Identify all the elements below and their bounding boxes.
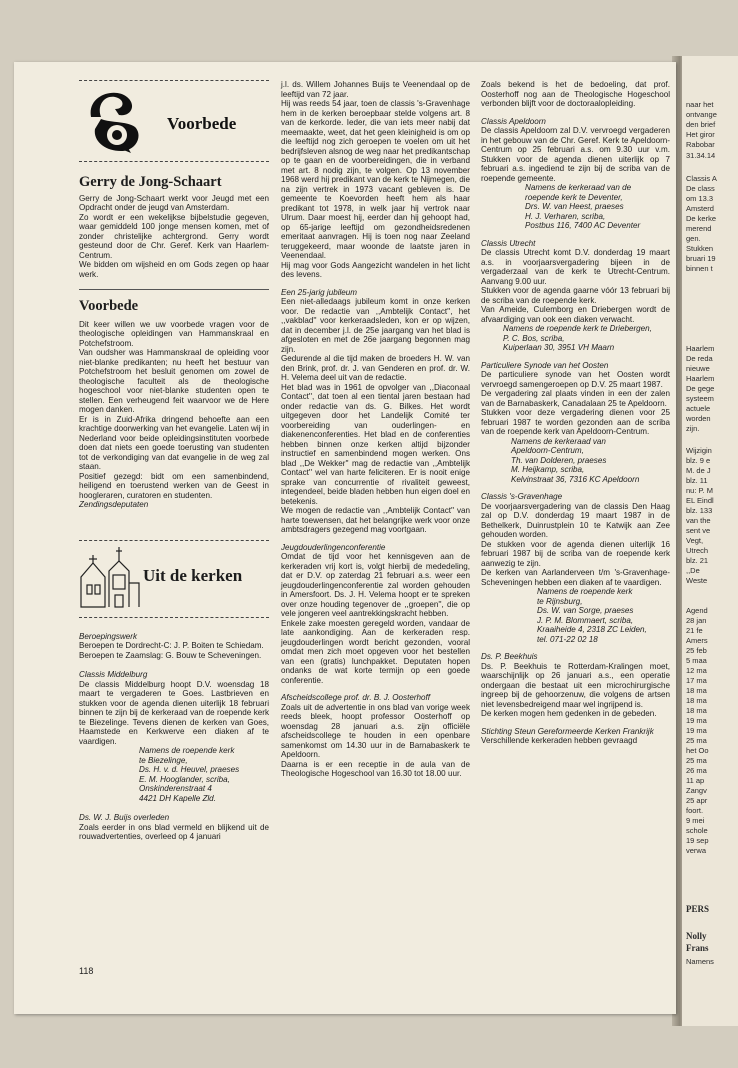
next-page-fragment: Amsterd bbox=[686, 204, 714, 213]
address-line: Th. van Dolderen, praeses bbox=[511, 455, 607, 465]
next-page-fragment: 25 ma bbox=[686, 756, 707, 765]
next-page-fragment: 18 ma bbox=[686, 706, 707, 715]
paragraph: De stukken voor de agenda dienen uiterlijk 16 februari 1987 bij de scriba van de roepende kerk aanwezig te zijn. bbox=[481, 539, 670, 568]
next-page-fragment: 17 ma bbox=[686, 676, 707, 685]
next-page-fragment: Utrech bbox=[686, 546, 709, 555]
paragraph: Omdat de tijd voor het kennisgeven aan de kerkeraden vrij kort is, volgt hierbij de mededeling, dat er D.V. op zaterdag 21 februari a.s. weer een jeugdouderlingenconferentie zal worden gehouden in Amersfoort. Ds. J. H. Velema hoopt er te spreken over onze houding tegenover de ,,groepen'', die op vele jongeren veel aantrekkingskracht hebben. bbox=[281, 552, 470, 618]
paragraph: Enkele zake moesten geregeld worden, vandaar de late aankondiging. Aan de kerkeraden resp. jeugdouderlingen wordt bericht gezonden, vooral omdat men zich moet opgeven voor het bestellen van een (gratis) lunchpakket. Deputaten hopen ondanks de wat korte termijn op een goede conferentie. bbox=[281, 618, 470, 685]
next-page-fragment: blz. 11 bbox=[686, 476, 708, 485]
paragraph: Dit keer willen we uw voorbede vragen voor de theologische opleidingen van Hammanskraal en Potchefstroom. bbox=[79, 319, 269, 348]
paragraph: We bidden om wijsheid en om Gods zegen op haar werk. bbox=[79, 260, 269, 279]
address-line: Ds. H. v. d. Heuvel, praeses bbox=[139, 765, 240, 774]
next-page-fragment: EL Eindl bbox=[686, 496, 714, 505]
next-page-fragment: ,,De bbox=[686, 566, 700, 575]
next-page-fragment: 25 feb bbox=[686, 646, 707, 655]
address-line: te Biezelinge, bbox=[139, 755, 188, 765]
paragraph: We mogen de redactie van ,,Ambtelijk Contact'' van harte toewensen, dat het belangrijke werk voor onze ambtsdragers gezegend mag voortgaan. bbox=[281, 506, 470, 534]
next-page-fragment: actuele bbox=[686, 404, 711, 413]
voorbede-header bbox=[79, 81, 269, 159]
next-page-fragment: nieuwe bbox=[686, 364, 710, 373]
subheading: Stichting Steun Gereformeerde Kerken Frankrijk bbox=[481, 726, 654, 736]
address-line: te Rijnsburg, bbox=[537, 596, 583, 606]
next-page-fragment: Namens bbox=[686, 957, 714, 966]
subheading: Afscheidscollege prof. dr. B. J. Oosterhoff bbox=[281, 693, 431, 702]
paragraph: De particuliere synode van het Oosten wordt vervroegd samengeroepen op D.V. 25 maart 1987. bbox=[481, 370, 670, 389]
paragraph: Stukken voor deze vergadering dienen voor 25 februari 1987 te worden gezonden aan de scriba van de roepende kerk van Apeldoorn-Centrum. bbox=[481, 408, 670, 436]
divider bbox=[79, 617, 269, 618]
next-page-fragment: gen. bbox=[686, 234, 701, 243]
paragraph: Hij mag voor Gods Aangezicht wandelen in het licht des levens. bbox=[281, 260, 470, 279]
next-page-fragment: Haarlem bbox=[686, 374, 715, 383]
next-page-fragment: 21 fe bbox=[686, 626, 703, 635]
address-line: J. P. M. Blommaert, scriba, bbox=[537, 615, 634, 625]
next-page-fragment: Stukken bbox=[686, 244, 714, 253]
address-line: E. M. Hooglander, scriba, bbox=[139, 774, 230, 784]
next-page-fragment: systeem bbox=[686, 394, 714, 403]
next-page-fragment: den brief bbox=[686, 120, 716, 129]
next-page-fragment: 19 ma bbox=[686, 716, 707, 725]
address-line: Namens de kerkeraad van de bbox=[525, 183, 632, 192]
next-page-fragment: 25 ma bbox=[686, 736, 707, 745]
next-page-fragment: blz. 133 bbox=[686, 506, 713, 515]
next-page-fragment: blz. 21 bbox=[686, 556, 709, 565]
next-page-fragment: 19 ma bbox=[686, 726, 707, 735]
address-line: Namens de roepende kerk bbox=[139, 746, 235, 755]
next-page-fragment: 9 mei bbox=[686, 816, 705, 825]
next-page-fragment: Weste bbox=[686, 576, 708, 585]
next-page-fragment: Rabobar bbox=[686, 140, 715, 149]
next-page-fragment: PERS bbox=[686, 904, 710, 914]
next-page-fragment: 25 apr bbox=[686, 796, 708, 805]
church-icon bbox=[79, 541, 141, 609]
next-page-fragment: Zangv bbox=[686, 786, 707, 795]
paragraph: Zoals eerder in ons blad vermeld en blijkend uit de rouwadvertenties, overleed op 4 januari bbox=[79, 822, 269, 841]
next-page-fragment: van the bbox=[686, 516, 711, 525]
paragraph: De classis Middelburg hoopt D.V. woensdag 18 maart te vergaderen te Goes. Lastbrieven en stukken voor de agenda dienen uiterlijk 18 februari binnen te zijn bij de kerkeraad van de roepende kerk te Biezelinge. Tevens dienen de kerken van Goes, Haamstede en Kerkwerve een diaken af te vaardigen. bbox=[79, 679, 269, 746]
next-page-fragment: om 13.3 bbox=[686, 194, 714, 203]
next-page-fragment: merend bbox=[686, 224, 712, 233]
paragraph: Hij was reeds 54 jaar, toen de classis 's-Gravenhage hem in de kerken beroepbaar stelde volgens art. 8 van de kerkorde. Ieder, die van iets meer nabij dat meemaakte, weet, dat het geen kleinigheid is om op die leeftijd nog zich geroepen te voelen om uit het bedrijfsleven alsnog de weg naar het predikantschap op te gaan en de voorbereidingen, die in verband met art. 8 nodig zijn, te volgen. Op 13 november 1968 werd hij predikant van de kerk te Nijmegen, die na zijn vertrek in 1973 vacant gebleven is. De gemeente te Koevorden heeft hem als haar predikant tot 1978, in welk jaar hij vertrok naar Ulrum. Daar moest hij, eerder dan hij gehoopt had, op 65-jarige leeftijd om gezondheidsredenen emeritaat aanvragen. Hij is toen nog naar Zeeland teruggekeerd, maar woonde de laatste jaren in Veenendaal. bbox=[281, 99, 470, 260]
next-page-fragment: Agend bbox=[686, 606, 708, 615]
column-2 bbox=[281, 80, 470, 779]
next-page-fragment: bruari 19 bbox=[686, 254, 716, 263]
address-line: Namens de kerkeraad van bbox=[511, 436, 606, 446]
next-page-fragment: Vegt, bbox=[686, 536, 704, 545]
paragraph: Positief gezegd: bidt om een samenbindend, heiligend en toerustend werken van de Geest in hoogleraren, curatoren en studenten. bbox=[79, 471, 269, 500]
next-page-fragment: Classis A bbox=[686, 174, 717, 183]
next-page-fragment: De kerke bbox=[686, 214, 717, 223]
address-line: Drs. W. van Heest, praeses bbox=[525, 202, 624, 211]
section-header: Voorbede bbox=[167, 114, 237, 133]
next-page-fragment: De class bbox=[686, 184, 715, 193]
address-line: Kuiperlaan 30, 3951 VH Maarn bbox=[503, 343, 615, 352]
subheading: Beroepingswerk bbox=[79, 631, 138, 641]
next-page-fragment: foort. bbox=[686, 806, 704, 815]
next-page-fragment: De gege bbox=[686, 384, 715, 393]
paragraph: Zo wordt er een wekelijkse bijbelstudie gegeven, waar gemiddeld 100 jonge mensen komen, met of zonder christelijke achtergrond. Gerry wordt gesteund door de Chr. Geref. Kerk van Haarlem-Centrum. bbox=[79, 212, 269, 260]
paragraph: Beroepen te Dordrecht-C: J. P. Boiten te Schiedam. bbox=[79, 641, 264, 650]
next-page-fragment: 31.34.14 bbox=[686, 151, 716, 160]
paragraph: Ds. P. Beekhuis te Rotterdam-Kralingen moet, waarschijnlijk op 26 januari a.s., een operatie ondergaan die bestaat uit een microchirurgische ingreep bij de gehoorzenuw, die volgens de artsen niet levensbedreigend maar wel ingrijpend is. bbox=[481, 661, 670, 709]
section-header: Uit de kerken bbox=[143, 565, 243, 585]
paragraph: Stukken voor de agenda gaarne vóór 13 februari bij de scriba van de roepende kerk. bbox=[481, 286, 670, 305]
address-line: Postbus 116, 7400 AC Deventer bbox=[525, 221, 641, 230]
paragraph: De voorjaarsvergadering van de classis Den Haag zal op D.V. donderdag 19 maart 1987 in de Bethelkerk, Duinrustplein 10 te Katwijk aan Zee gehouden worden. bbox=[481, 501, 670, 539]
next-page-fragment: 26 ma bbox=[686, 766, 707, 775]
address-line: Onskinderenstraat 4 bbox=[139, 784, 212, 793]
subheading: Classis Apeldoorn bbox=[481, 116, 546, 126]
paragraph: De vergadering zal plaats vinden in een der zalen van de Barnabaskerk, Canadalaan 25 te Apeldoorn. bbox=[481, 389, 670, 408]
next-page-fragment: verwa bbox=[686, 846, 707, 855]
signature: Zendingsdeputaten bbox=[79, 500, 149, 509]
next-page-fragment: 12 ma bbox=[686, 666, 707, 675]
article-title: Voorbede bbox=[79, 298, 139, 314]
address-line: roepende kerk te Deventer, bbox=[525, 192, 623, 202]
subheading: Classis Utrecht bbox=[481, 238, 536, 248]
paragraph: Zoals uit de advertentie in ons blad van vorige week reeds bleek, hoopt professor Oosterhoff op woensdag 28 januari a.s. zijn officiële afscheidscollege te houden in een openbare samenkomst om 14.30 uur in de Barnabaskerk te Apeldoorn. bbox=[281, 702, 470, 759]
next-page-fragment: 18 ma bbox=[686, 686, 707, 695]
next-page-fragment: 5 maa bbox=[686, 656, 707, 665]
next-page-fragment: worden bbox=[686, 414, 711, 423]
address-line: Namens de roepende kerk bbox=[537, 587, 633, 596]
subheading: Ds. P. Beekhuis bbox=[481, 652, 538, 661]
next-page-fragment: Haarlem bbox=[686, 344, 715, 353]
next-page-fragment: Amers bbox=[686, 636, 708, 645]
column-1 bbox=[79, 80, 269, 842]
next-page-fragment: Het giror bbox=[686, 130, 715, 139]
subheading: Ds. W. J. Buijs overleden bbox=[79, 813, 170, 822]
paragraph: j.l. ds. Willem Johannes Buijs te Veenendaal op de leeftijd van 72 jaar. bbox=[281, 80, 470, 99]
paragraph: Van Ameide, Culemborg en Driebergen wordt de afvaardiging van ook een diaken verwacht. bbox=[481, 305, 670, 324]
next-page-fragment: Wijzigin bbox=[686, 446, 712, 455]
subheading: Jeugdouderlingenconferentie bbox=[281, 542, 386, 552]
paragraph: De classis Apeldoorn zal D.V. vervroegd vergaderen in het gebouw van de Chr. Geref. Kerk te Apeldoorn-Centrum op 25 februari a.s. om 9.30 uur v.m. Stukken voor de agenda dienen uiterlijk op 7 februari a.s. ingediend te zijn bij de scriba van de roepende gemeente. bbox=[481, 126, 670, 183]
next-page-fragment: De reda bbox=[686, 354, 713, 363]
address-line: tel. 071-22 02 18 bbox=[537, 634, 598, 644]
page-number: 118 bbox=[79, 966, 94, 976]
address-line: P. C. Bos, scriba, bbox=[503, 333, 565, 343]
address-line: H. J. Verharen, scriba, bbox=[525, 211, 606, 221]
next-page-fragment: 19 sep bbox=[686, 836, 709, 845]
address-line: Namens de roepende kerk te Driebergen, bbox=[503, 324, 652, 333]
paragraph: Daarna is er een receptie in de aula van de Theologische Hogeschool van 16.30 tot 18.00 uur. bbox=[281, 759, 470, 778]
article-title: Gerry de Jong-Schaart bbox=[79, 174, 222, 190]
address-line: 4421 DH Kapelle Zld. bbox=[139, 793, 216, 803]
paragraph: De kerken van Aarlanderveen t/m 's-Gravenhage-Scheveningen hebben een diaken af te vaardigen. bbox=[481, 568, 670, 587]
subheading: Classis Middelburg bbox=[79, 670, 148, 679]
divider bbox=[79, 289, 269, 290]
paragraph: Verschillende kerkeraden hebben gevraagd bbox=[481, 736, 638, 745]
next-page-fragment: naar het bbox=[686, 100, 714, 109]
next-page-fragment: Frans bbox=[686, 943, 709, 953]
paragraph: De kerken mogen hem gedenken in de gebeden. bbox=[481, 709, 657, 718]
paragraph: Van oudsher was Hammanskraal de opleiding voor niet-blanke predikanten; nu heeft het bestuur van Potchefstroom het besluit genomen om zowel de theologische faculteit als de theologische hogeschool voor niet-blanke studenten open te stellen. Een verheugend feit waarvoor we de Here mogen danken. bbox=[79, 348, 269, 414]
paragraph: Zoals bekend is het de bedoeling, dat prof. Oosterhoff nog aan de Theologische Hogeschool verbonden blijft voor de doctoraalopleiding. bbox=[481, 80, 670, 108]
next-page-fragment: schole bbox=[686, 826, 708, 835]
next-page-fragment: het Oo bbox=[686, 746, 709, 755]
subheading: Particuliere Synode van het Oosten bbox=[481, 360, 609, 370]
uit-de-kerken-header bbox=[79, 541, 269, 611]
address-line: Kraaiheide 4, 2318 ZC Leiden, bbox=[537, 625, 647, 634]
address-line: M. Heijkamp, scriba, bbox=[511, 465, 585, 474]
paragraph: Gedurende al die tijd maken de broeders H. W. van den Brink, prof. dr. J. van Genderen en prof. dr. W. H. Velema deel uit van de redactie. bbox=[281, 354, 470, 382]
next-page-fragment: 18 ma bbox=[686, 696, 707, 705]
paragraph: Gerry de Jong-Schaart werkt voor Jeugd met een Opdracht onder de jeugd van Amsterdam. bbox=[79, 193, 269, 212]
next-page-fragment: 28 jan bbox=[686, 616, 707, 625]
next-page-fragment: blz. 9 e bbox=[686, 456, 711, 465]
subheading: Een 25-jarig jubileum bbox=[281, 287, 358, 297]
next-page-fragment: zijn. bbox=[686, 424, 700, 433]
next-page-fragment: 11 ap bbox=[686, 776, 705, 785]
divider bbox=[79, 161, 269, 162]
next-page-strip bbox=[682, 56, 738, 1026]
next-page-fragment: nu: P. M bbox=[686, 486, 713, 495]
next-page-fragment: binnen t bbox=[686, 264, 713, 273]
next-page-fragment: ontvange bbox=[686, 110, 717, 119]
next-page-fragment: Nolly bbox=[686, 931, 707, 941]
next-page-fragment: M. de J bbox=[686, 466, 711, 475]
subheading: Classis 's-Gravenhage bbox=[481, 492, 563, 501]
address-line: Kelvinstraat 36, 7316 KC Apeldoorn bbox=[511, 474, 640, 484]
paragraph: De classis Utrecht komt D.V. donderdag 19 maart a.s. in voorjaarsvergadering bijeen in de vergaderzaal van de kerk te Utrecht-Centrum. Aanvang 9.00 uur. bbox=[481, 248, 670, 286]
column-3 bbox=[481, 80, 670, 746]
voorbede-logo-icon bbox=[81, 87, 145, 157]
address-line: Ds. W. van Sorge, praeses bbox=[537, 606, 634, 615]
paragraph: Het blad was in 1961 de opvolger van ,,Diaconaal Contact'', dat toen al een tiental jaren bestaan had onder redactie van ds. G. Bilkes. Het wordt uitgegeven door het Landelijk Comité ter voorbereiding van ouderlingen- en diakenenconferenties. Het blad en de conferenties hebben binnen onze kerken altijd bijzonder instructief en samenbindend mogen werken. Ons blad ,,De Wekker'' mag de redactie van ,,Ambtelijk Contact'' wel van harte feliciteren. Er is nooit enige sprake van concurrentie of rivaliteit geweest, integendeel, beide bladen hebben hun eigen doel en betekenis. bbox=[281, 382, 470, 506]
address-line: Apeldoorn-Centrum, bbox=[511, 446, 584, 455]
paragraph: Er is in Zuid-Afrika dringend behoefte aan een krachtige doorwerking van het evangelie. Laten wij in Nederland voor beide opleidingsinstituten voorbede doen dat niets een goede toerusting van studenten tot de verkondiging van dat evangelie in de weg zal staan. bbox=[79, 414, 269, 471]
paragraph: Een niet-alledaags jubileum komt in onze kerken voor. De redactie van ,,Ambtelijk Contact'', het ,,vakblad'' voor kerkeraadsleden, kon er op wijzen, dat in december j.l. de 25e jaargang van het blad is afgesloten en met de 26e jaargang begonnen mag zijn. bbox=[281, 297, 470, 354]
paragraph: Beroepen te Zaamslag: G. Bouw te Scheveningen. bbox=[79, 650, 262, 660]
next-page-fragment: sent ve bbox=[686, 526, 711, 535]
